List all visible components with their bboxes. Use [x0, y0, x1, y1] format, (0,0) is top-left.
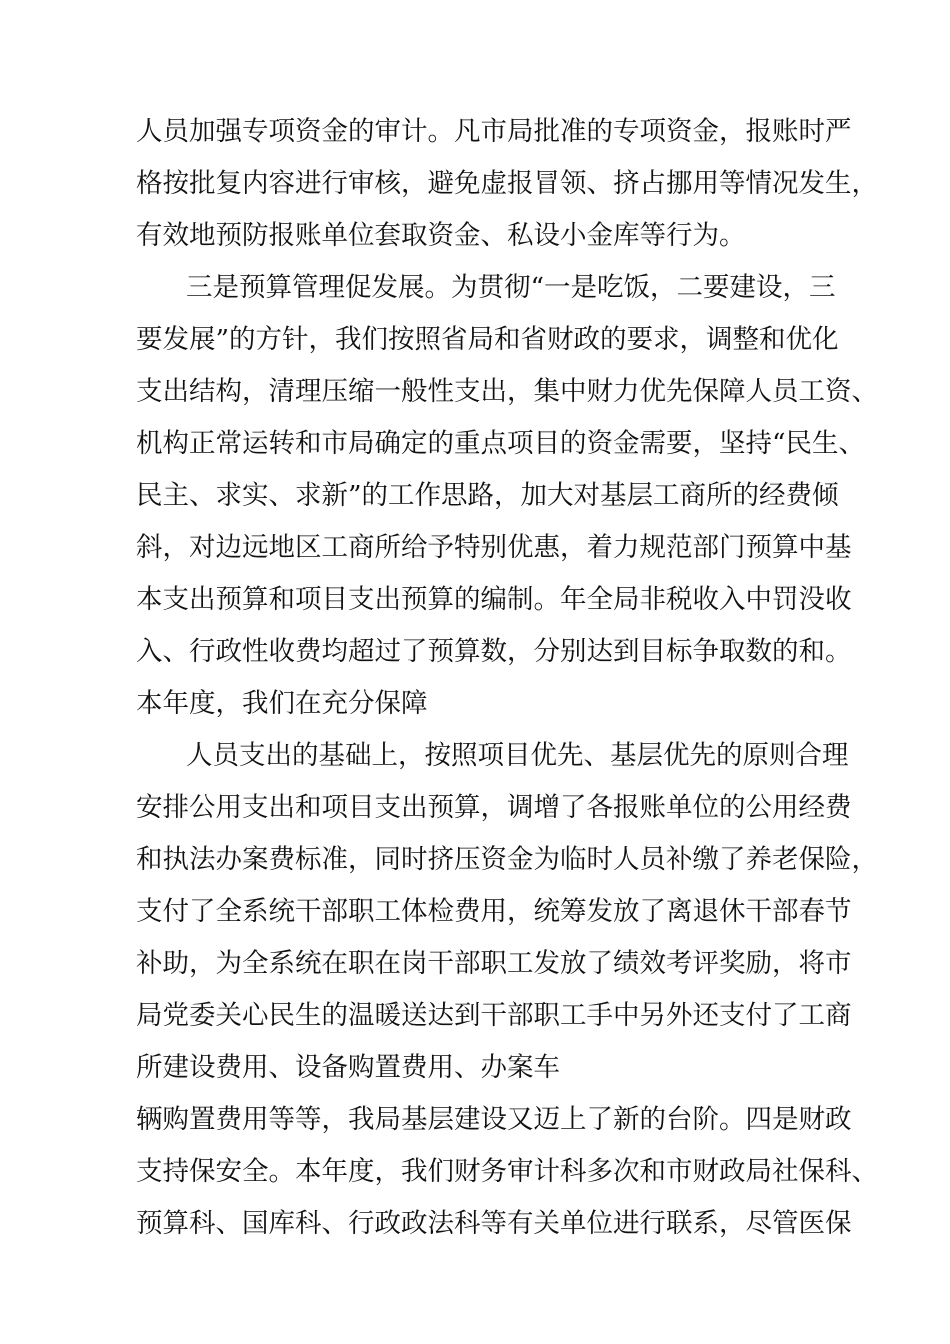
text-line-17: 补助，为全系统在职在岗干部职工发放了绩效考评奖励，将市 [136, 948, 852, 979]
text-line-20: 辆购置费用等等，我局基层建设又迈上了新的台阶。四是财政 [136, 1104, 852, 1135]
text-line-6: 支出结构，清理压缩一般性支出，集中财力优先保障人员工资、 [136, 376, 878, 407]
text-line-2: 格按批复内容进行审核，避免虚报冒领、挤占挪用等情况发生， [136, 168, 878, 199]
text-line-18: 局党委关心民生的温暖送达到干部职工手中另外还支付了工商 [136, 1000, 852, 1031]
text-line-1: 人员加强专项资金的审计。凡市局批准的专项资金，报账时严 [136, 116, 852, 147]
text-line-8: 民主、求实、求新”的工作思路，加大对基层工商所的经费倾 [136, 480, 839, 511]
text-line-4: 三是预算管理促发展。为贯彻“一是吃饭，二要建设，三 [186, 272, 836, 303]
text-line-12: 本年度，我们在充分保障 [136, 688, 428, 719]
text-line-11: 入、行政性收费均超过了预算数，分别达到目标争取数的和。 [136, 636, 852, 667]
text-line-19: 所建设费用、设备购置费用、办案车 [136, 1052, 560, 1083]
text-line-21: 支持保安全。本年度，我们财务审计科多次和市财政局社保科、 [136, 1156, 878, 1187]
text-line-13: 人员支出的基础上，按照项目优先、基层优先的原则合理 [186, 740, 849, 771]
text-line-3: 有效地预防报账单位套取资金、私设小金库等行为。 [136, 220, 746, 251]
text-line-14: 安排公用支出和项目支出预算，调增了各报账单位的公用经费 [136, 792, 852, 823]
text-line-5: 要发展”的方针，我们按照省局和省财政的要求，调整和优化 [136, 324, 839, 355]
text-line-7: 机构正常运转和市局确定的重点项目的资金需要，坚持“民生、 [136, 428, 866, 459]
text-line-15: 和执法办案费标准，同时挤压资金为临时人员补缴了养老保险， [136, 844, 878, 875]
text-line-10: 本支出预算和项目支出预算的编制。年全局非税收入中罚没收 [136, 584, 852, 615]
text-line-22: 预算科、国库科、行政政法科等有关单位进行联系，尽管医保 [136, 1208, 852, 1239]
text-line-16: 支付了全系统干部职工体检费用，统筹发放了离退休干部春节 [136, 896, 852, 927]
text-line-9: 斜，对边远地区工商所给予特别优惠，着力规范部门预算中基 [136, 532, 852, 563]
